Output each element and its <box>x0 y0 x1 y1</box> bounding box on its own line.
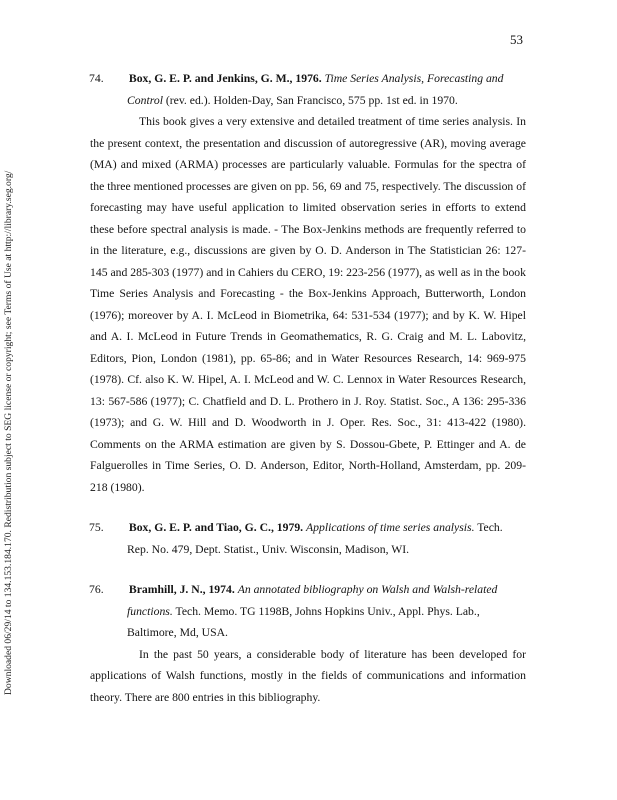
entry-title: Applications of time series analysis. <box>306 521 475 534</box>
entry-number: 76. <box>89 583 104 596</box>
entry-number: 74. <box>89 72 104 85</box>
entry-citation <box>89 579 526 644</box>
entry-abstract: In the past 50 years, a considerable body of literature has been developed for applications of Walsh functions, mostly in the fields of communications and information theory. There are 800 entries in this bibliography. <box>90 647 526 704</box>
entry-citation <box>89 68 526 111</box>
bibliography-entry-75 <box>90 517 526 560</box>
bibliography-entry-74 <box>90 68 526 498</box>
entry-details: Tech. Rep. No. 479, Dept. Statist., Univ. Wisconsin, Madison, WI. <box>127 521 503 556</box>
entry-title: Time Series Analysis, Forecasting and Control <box>127 72 504 107</box>
entry-abstract: This book gives a very extensive and detailed treatment of time series analysis. In the present context, the presentation and discussion of autoregressive (AR), moving average (MA) and mixed (ARMA) processes are particularly valuable. Formulas for the spectra of the three mentioned processes are given on pp. 56, 69 and 75, respectively. The discussion of forecasting may have useful application to limited observation series in efforts to extend these before spectral analysis is made. - The Box-Jenkins methods are frequently referred to in the literature, e.g., discussions are given by O. D. Anderson in The Statistician 26: 127-145 and 285-303 (1977) and in Cahiers du CERO, 19: 223-256 (1977), as well as in the book Time Series Analysis and Forecasting - the Box-Jenkins Approach, Butterworth, London (1976); moreover by A. I. McLeod in Biometrika, 64: 531-534 (1977); and by K. W. Hipel and A. I. McLeod in Future Trends in Geomathematics, R. G. Craig and M. L. Labovitz, Editors, Pion, London (1981), pp. 65-86; and in Water Resources Research, 14: 969-975 (1978). Cf. also K. W. Hipel, A. I. McLeod and W. C. Lennox in Water Resources Research, 13: 567-586 (1977); C. Chatfield and D. L. Prothero in J. Roy. Statist. Soc., A 136: 295-336 (1973); and G. W. Hill and D. Woodworth in J. Oper. Res. Soc., 31: 413-422 (1980). Comments on the ARMA estimation are given by S. Dossou-Gbete, P. Ettinger and A. de Falguerolles in Time Series, O. D. Anderson, Editor, North-Holland, Amsterdam, pp. 209-218 (1980). <box>90 115 526 494</box>
entry-details: Tech. Memo. TG 1198B, Johns Hopkins Univ., Appl. Phys. Lab., Baltimore, Md, USA. <box>127 604 480 639</box>
bibliography-entry-76 <box>90 579 526 708</box>
entry-authors: Box, G. E. P. and Tiao, G. C., 1979. <box>128 521 304 534</box>
entry-authors: Box, G. E. P. and Jenkins, G. M., 1976. <box>128 72 322 85</box>
entry-citation <box>89 517 526 560</box>
entry-number: 75. <box>89 521 104 534</box>
entry-authors: Bramhill, J. N., 1974. <box>128 583 235 596</box>
page-number: 53 <box>510 32 523 47</box>
entry-title: An annotated bibliography on Walsh and Walsh-related functions. <box>127 583 498 618</box>
entry-details: (rev. ed.). Holden-Day, San Francisco, 575 pp. 1st ed. in 1970. <box>165 93 458 107</box>
download-notice: Downloaded 06/29/14 to 134.153.184.170. Redistribution subject to SEG license or copyright; see Terms of Use at http://library.seg.org/ <box>3 170 14 695</box>
bibliography-content <box>90 68 526 708</box>
